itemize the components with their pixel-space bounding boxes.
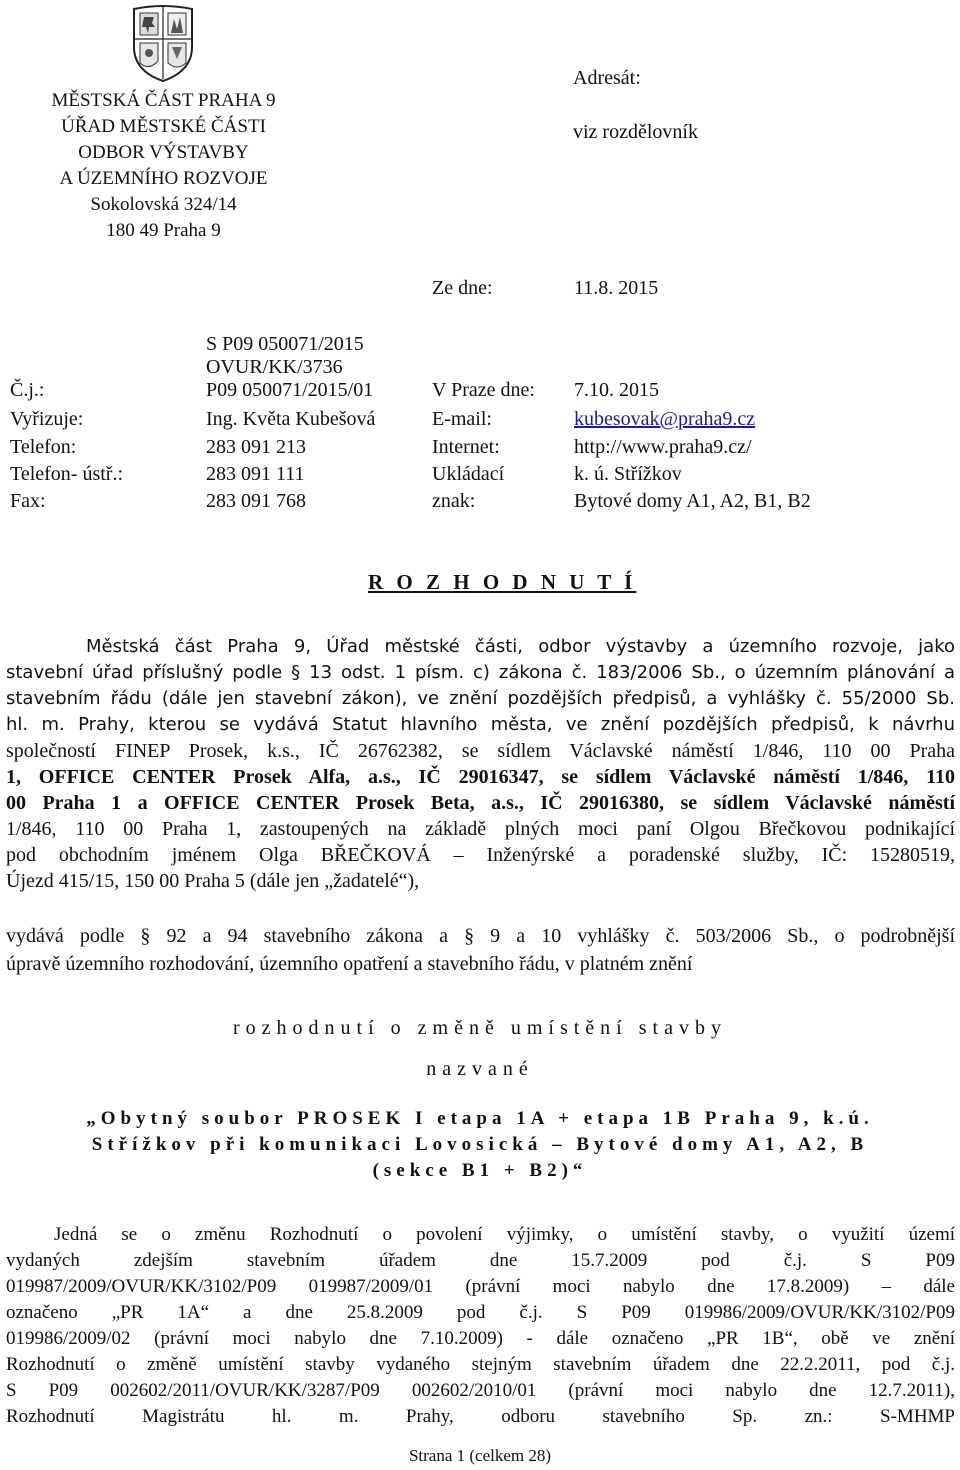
letter-date-value: 7.10. 2015	[574, 379, 659, 401]
dated-label: Ze dne:	[432, 277, 493, 299]
page-footer: Strana 1 (celkem 28)	[408, 1446, 552, 1465]
verdict-heading: rozhodnutí o změně umístění stavby	[233, 1017, 727, 1039]
phone-value: 283 091 213	[206, 436, 306, 458]
handled-by-label: Vyřizuje:	[10, 408, 84, 430]
paragraph-line: označeno „PR 1A“ a dne 25.8.2009 pod č.j. S P09 019986/2009/OVUR/KK/3102/P09	[6, 1302, 955, 1323]
internet-label: Internet:	[432, 436, 500, 458]
office-line: A ÚZEMNÍHO ROZVOJE	[59, 168, 268, 189]
paragraph-line: hl. m. Prahy, kterou se vydává Statut hlavního města, ve znění pozdějších předpisů, k návrhu	[6, 714, 955, 735]
paragraph-line: Jedná se o změnu Rozhodnutí o povolení výjimky, o umístění stavby, o využití území	[54, 1224, 955, 1245]
fax-label: Fax:	[10, 490, 46, 512]
paragraph-line: 1/846, 110 00 Praha 1, zastoupených na základě plných moci paní Olgou Břečkovou podnikající	[6, 818, 955, 840]
phone-label: Telefon:	[10, 436, 77, 458]
filing-value: Bytové domy A1, A2, B1, B2	[574, 490, 811, 512]
office-line: MĚSTSKÁ ČÁST PRAHA 9	[51, 90, 276, 111]
addressee-label: Adresát:	[573, 67, 641, 89]
paragraph-line: pod obchodním jménem Olga BŘEČKOVÁ – Inženýrské a poradenské služby, IČ: 15280519,	[6, 844, 955, 866]
office-line: ÚŘAD MĚSTSKÉ ČÁSTI	[61, 116, 266, 137]
paragraph-line: vydaných zdejším stavebním úřadem dne 15.7.2009 pod č.j. S P09	[6, 1250, 955, 1271]
paragraph-line: stavebním řádu (dále jen stavební zákon), ve znění pozdějších předpisů, a vyhlášky č. 55/2000 Sb.	[6, 688, 955, 709]
internet-value: http://www.praha9.cz/	[574, 436, 752, 458]
paragraph-line: 00 Praha 1 a OFFICE CENTER Prosek Beta, a.s., IČ 29016380, se sídlem Václavské náměstí	[6, 792, 955, 814]
paragraph-line: stavební úřad příslušný podle § 13 odst. 1 písm. c) zákona č. 183/2006 Sb., o územním plánování a	[6, 662, 955, 683]
reference-line: S P09 050071/2015	[206, 333, 364, 355]
filing-label: znak:	[432, 490, 476, 512]
paragraph-line: Újezd 415/15, 150 00 Praha 5 (dále jen „žadatelé“),	[6, 870, 420, 892]
project-name-line: (sekce B1 + B2)“	[372, 1160, 588, 1181]
intro-paragraph	[6, 634, 955, 894]
project-name-line: Střížkov při komunikaci Lovosická – Bytové domy A1, A2, B	[91, 1134, 869, 1155]
switchboard-label: Telefon- ústř.:	[10, 463, 124, 485]
reference-line: P09 050071/2015/01	[206, 379, 374, 401]
reference-line: OVUR/KK/3736	[206, 356, 343, 378]
body-paragraph	[6, 1222, 955, 1430]
paragraph-line: S P09 002602/2011/OVUR/KK/3287/P09 002602/2010/01 (právní moci nabylo dne 12.7.2011),	[6, 1380, 955, 1401]
named-heading: nazvané	[426, 1058, 534, 1080]
paragraph-line: úpravě územního rozhodování, územního opatření a stavebního řádu, v platném znění	[6, 953, 693, 975]
paragraph-line: Rozhodnutí Magistrátu hl. m. Prahy, odboru stavebního Sp. zn.: S-MHMP	[6, 1406, 955, 1427]
paragraph-line: Městská část Praha 9, Úřad městské části, odbor výstavby a územního rozvoje, jako	[86, 636, 955, 657]
paragraph-line: 019987/2009/OVUR/KK/3102/P09 019987/2009/01 (právní moci nabylo dne 17.8.2009) – dále	[6, 1276, 955, 1297]
email-label: E-mail:	[432, 408, 492, 430]
paragraph-line: 1, OFFICE CENTER Prosek Alfa, a.s., IČ 29016347, se sídlem Václavské náměstí 1/846, 110	[6, 766, 955, 788]
issue-paragraph	[6, 922, 955, 978]
addressee-value: viz rozdělovník	[573, 121, 698, 143]
project-name-line: „Obytný soubor PROSEK I etapa 1A + etapa 1B Praha 9, k.ú.	[86, 1108, 874, 1129]
office-line: Sokolovská 324/14	[90, 194, 237, 215]
coat-of-arms-icon	[130, 3, 196, 83]
paragraph-line: Rozhodnutí o změně umístění stavby vydaného stejným stavebním úřadem dne 22.2.2011, pod č.j.	[6, 1354, 955, 1375]
handled-by-value: Ing. Květa Kubešová	[206, 408, 376, 430]
issuing-office	[0, 88, 327, 248]
fax-value: 283 091 768	[206, 490, 306, 512]
office-line: ODBOR VÝSTAVBY	[78, 142, 249, 163]
letter-date-label: V Praze dne:	[432, 379, 535, 401]
email-link[interactable]: kubesovak@praha9.cz	[574, 408, 756, 430]
paragraph-line: 019986/2009/02 (právní moci nabylo dne 7.10.2009) - dále označeno „PR 1B“, obě ve znění	[6, 1328, 955, 1349]
paragraph-line: společností FINEP Prosek, k.s., IČ 26762382, se sídlem Václavské náměstí 1/846, 110 00 Praha	[6, 740, 955, 762]
filing-value: k. ú. Střížkov	[574, 463, 682, 485]
dated-value: 11.8. 2015	[574, 277, 659, 299]
reference-label: Č.j.:	[10, 379, 45, 401]
office-line: 180 49 Praha 9	[106, 220, 221, 241]
filing-label: Ukládací	[432, 463, 505, 485]
switchboard-value: 283 091 111	[206, 463, 305, 485]
paragraph-line: vydává podle § 92 a 94 stavebního zákona a § 9 a 10 vyhlášky č. 503/2006 Sb., o podrobnější	[6, 925, 955, 947]
decision-title: R O Z H O D N U T Í	[368, 570, 637, 594]
